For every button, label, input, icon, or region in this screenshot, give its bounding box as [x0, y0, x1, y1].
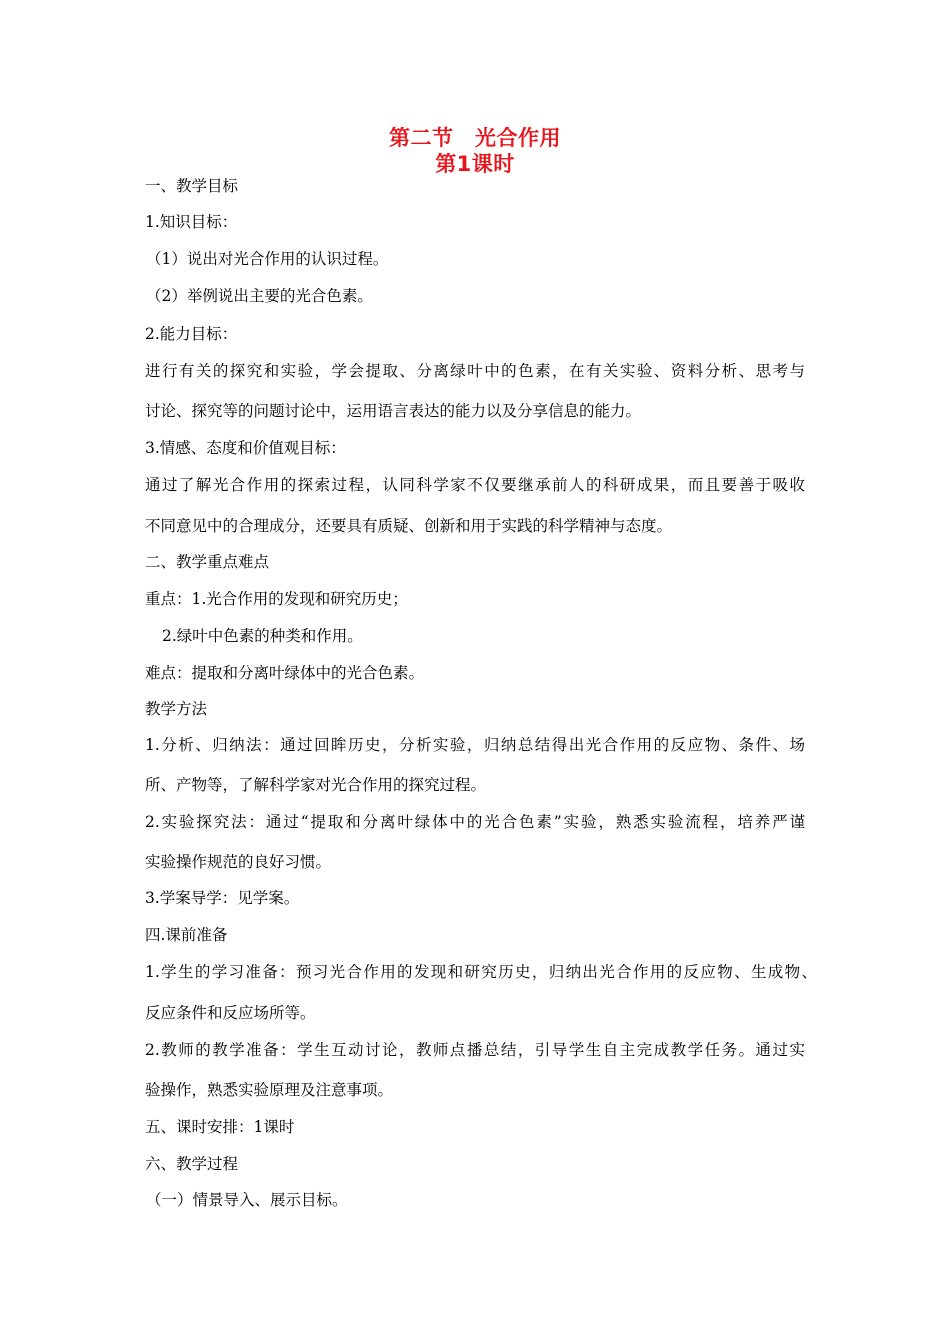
student-prep-text-1: 1.学生的学习准备：预习光合作用的发现和研究历史，归纳出光合作用的反应物、生成物、 [145, 963, 817, 981]
attitude-goal-heading: 3.情感、态度和价值观目标： [145, 439, 346, 457]
difficult-point: 难点：提取和分离叶绿体中的光合色素。 [145, 664, 425, 682]
heading-schedule: 五、课时安排：1课时 [145, 1118, 295, 1136]
teacher-prep-text-1: 2.教师的教学准备：学生互动讨论，教师点播总结，引导学生自主完成教学任务。通过实 [145, 1041, 805, 1059]
heading-teaching-methods: 教学方法 [145, 700, 208, 718]
heading-key-points: 二、教学重点难点 [145, 553, 270, 571]
knowledge-goal-heading: 1.知识目标： [145, 213, 238, 231]
ability-goal-text-1: 进行有关的探究和实验，学会提取、分离绿叶中的色素，在有关实验、资料分析、思考与 [145, 362, 805, 380]
attitude-goal-text-2: 不同意见中的合理成分，还要具有质疑、创新和用于实践的科学精神与态度。 [145, 517, 673, 535]
heading-preparation: 四.课前准备 [145, 926, 228, 944]
heading-teaching-goals: 一、教学目标 [145, 177, 239, 195]
method-2-text-1: 2.实验探究法：通过“提取和分离叶绿体中的光合色素”实验，熟悉实验流程，培养严谨 [145, 813, 805, 831]
attitude-goal-text-1: 通过了解光合作用的探索过程，认同科学家不仅要继承前人的科研成果，而且要善于吸收 [145, 476, 805, 494]
process-step-1: （一）情景导入、展示目标。 [146, 1191, 348, 1209]
lesson-subtitle: 第1课时 [435, 152, 515, 176]
heading-teaching-process: 六、教学过程 [145, 1155, 239, 1173]
method-2-text-2: 实验操作规范的良好习惯。 [145, 853, 332, 871]
method-3-text: 3.学案导学：见学案。 [145, 889, 300, 907]
key-point-1: 重点：1.光合作用的发现和研究历史； [145, 590, 408, 608]
knowledge-goal-item-2: （2）举例说出主要的光合色素。 [146, 287, 373, 305]
ability-goal-heading: 2.能力目标： [145, 325, 238, 343]
key-point-2: 2.绿叶中色素的种类和作用。 [162, 627, 363, 645]
section-title: 第二节 光合作用 [389, 126, 561, 150]
method-1-text-1: 1.分析、归纳法：通过回眸历史，分析实验，归纳总结得出光合作用的反应物、条件、场 [145, 736, 805, 754]
student-prep-text-2: 反应条件和反应场所等。 [145, 1004, 316, 1022]
teacher-prep-text-2: 验操作，熟悉实验原理及注意事项。 [145, 1081, 394, 1099]
knowledge-goal-item-1: （1）说出对光合作用的认识过程。 [146, 250, 389, 268]
method-1-text-2: 所、产物等，了解科学家对光合作用的探究过程。 [145, 776, 487, 794]
ability-goal-text-2: 讨论、探究等的问题讨论中，运用语言表达的能力以及分享信息的能力。 [145, 402, 642, 420]
